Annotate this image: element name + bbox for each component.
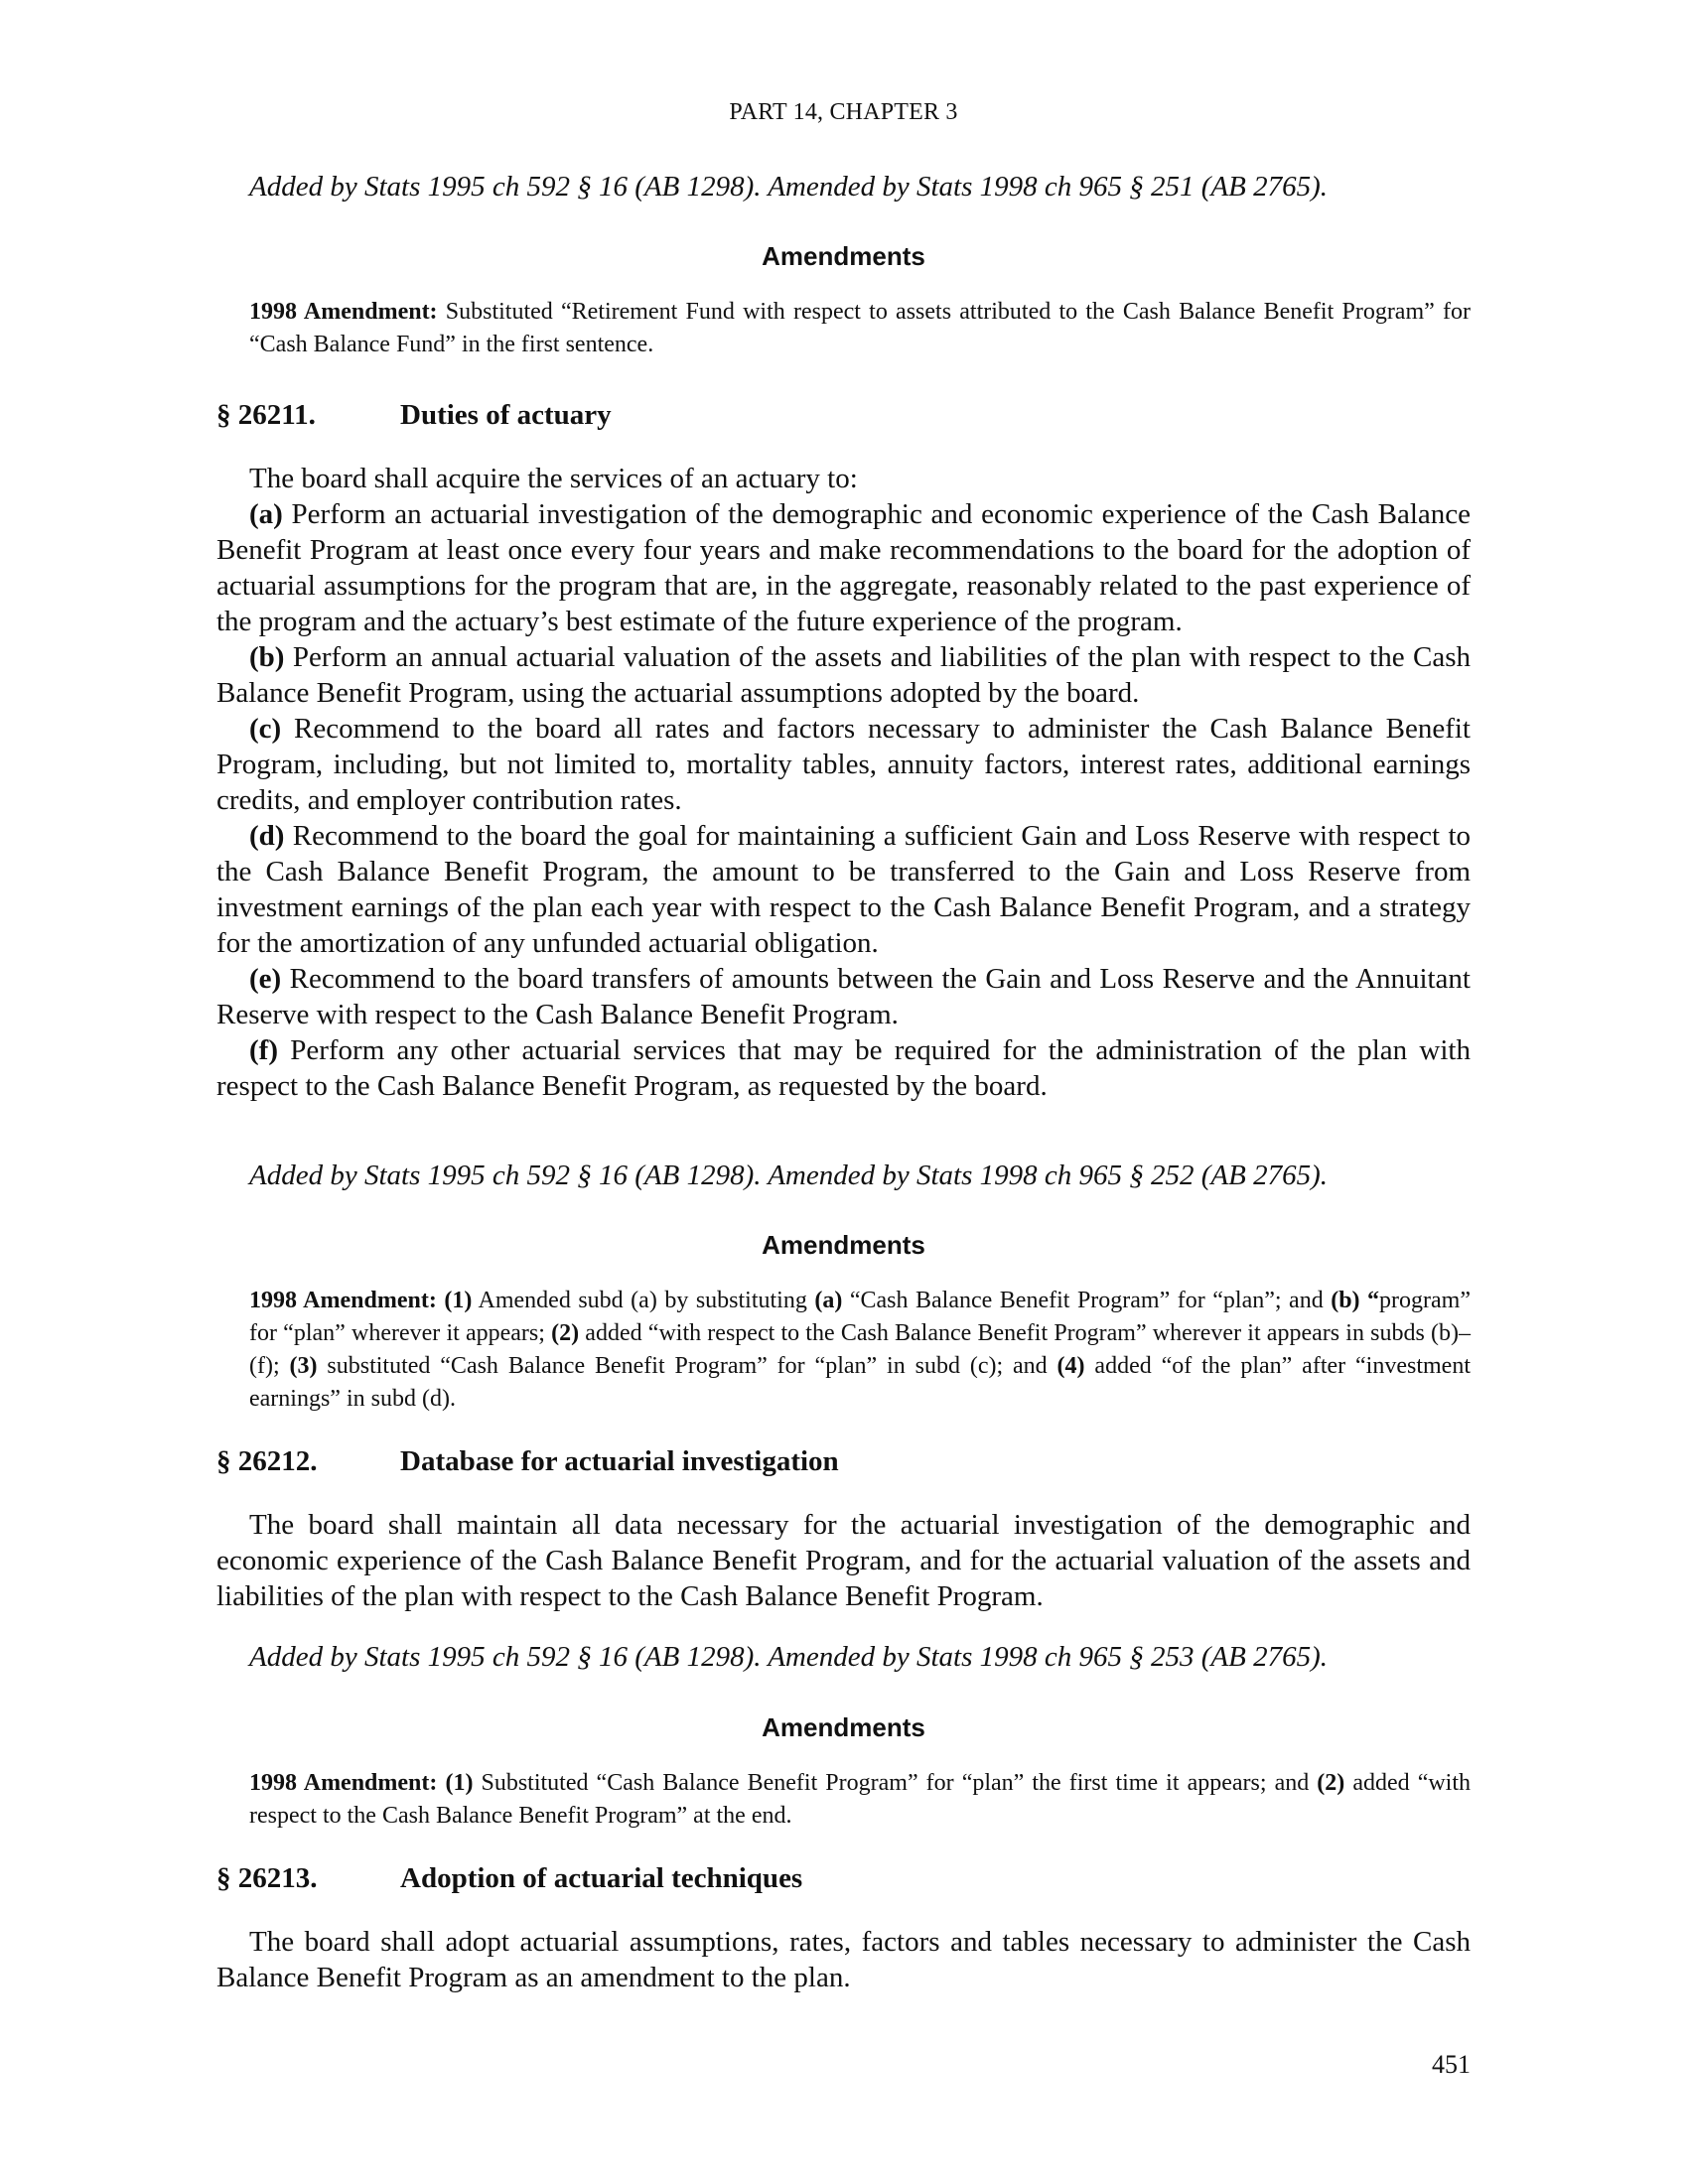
amendments-heading-1: Amendments	[762, 241, 925, 271]
page-number: 451	[1432, 2050, 1471, 2079]
subdivision-e: (e) Recommend to the board transfers of amounts between the Gain and Loss Reserve and the Annuitant Reserve with respect to the Cash Balance Benefit Program.	[216, 963, 1471, 1030]
subdivision-a: (a) Perform an actuarial investigation of the demographic and economic experience of the Cash Balance Benefit Program at least once every four years and make recommendations to the board for the adoption of actuarial assumptions for the program that are, in the aggregate, reasonably related to the past experience of the program and the actuary’s best estimate of the future experience of the program.	[216, 498, 1471, 637]
subdivision-f: (f) Perform any other actuarial services that may be required for the administration of the plan with respect to the Cash Balance Benefit Program, as requested by the board.	[216, 1034, 1471, 1102]
section-body-26212: The board shall maintain all data necessary for the actuarial investigation of the demographic and economic experience of the Cash Balance Benefit Program, and for the actuarial valuation of the assets and liabilities of the plan with respect to the Cash Balance Benefit Program.	[216, 1509, 1471, 1612]
subdivision-b: (b) Perform an annual actuarial valuation of the assets and liabilities of the plan with respect to the Cash Balance Benefit Program, using the actuarial assumptions adopted by the board.	[216, 641, 1471, 709]
amendment-lead: 1998 Amendment:	[249, 299, 438, 325]
amendments-heading-2: Amendments	[762, 1230, 925, 1260]
section-number: § 26213.	[216, 1862, 318, 1894]
section-number: § 26211.	[216, 399, 316, 431]
running-head: PART 14, CHAPTER 3	[729, 99, 958, 125]
history-citation-1: Added by Stats 1995 ch 592 § 16 (AB 1298). Amended by Stats 1998 ch 965 § 251 (AB 2765).	[249, 171, 1328, 203]
section-body-26211	[216, 461, 1471, 1104]
section-heading-26213	[216, 1862, 802, 1895]
section-number: § 26212.	[216, 1445, 318, 1477]
section-heading-26211	[216, 399, 612, 432]
amendment-note-3: 1998 Amendment: (1) Substituted “Cash Balance Benefit Program” for “plan” the first time it appears; and (2) added “with respect to the Cash Balance Benefit Program” at the end.	[249, 1770, 1472, 1829]
history-citation-3: Added by Stats 1995 ch 592 § 16 (AB 1298). Amended by Stats 1998 ch 965 § 253 (AB 2765).	[249, 1641, 1328, 1673]
amendments-heading-3: Amendments	[762, 1712, 925, 1742]
section-title: Database for actuarial investigation	[400, 1445, 839, 1477]
section-body-26213: The board shall adopt actuarial assumptions, rates, factors and tables necessary to administer the Cash Balance Benefit Program as an amendment to the plan.	[216, 1926, 1471, 1993]
amendment-note-2: 1998 Amendment: (1) Amended subd (a) by substituting (a) “Cash Balance Benefit Program” for “plan”; and (b) “program” for “plan” wherever it appears; (2) added “with respect to the Cash Balance Benefit Program” wherever it appears in subds (b)–(f); (3) substituted “Cash Balance Benefit Program” for “plan” in subd (c); and (4) added “of the plan” after “investment earnings” in subd (d).	[249, 1288, 1472, 1412]
subdivision-c: (c) Recommend to the board all rates and factors necessary to administer the Cash Balance Benefit Program, including, but not limited to, mortality tables, annuity factors, interest rates, additional earnings credits, and employer contribution rates.	[216, 713, 1471, 816]
amendment-note-1: 1998 Amendment: Substituted “Retirement Fund with respect to assets attributed to the Cash Balance Benefit Program” for “Cash Balance Fund” in the first sentence.	[249, 299, 1471, 357]
section-title: Duties of actuary	[400, 399, 612, 431]
document-page	[216, 0, 1471, 2184]
subdivision-d: (d) Recommend to the board the goal for maintaining a sufficient Gain and Loss Reserve with respect to the Cash Balance Benefit Program, the amount to be transferred to the Gain and Loss Reserve from investment earnings of the plan each year with respect to the Cash Balance Benefit Program, and a strategy for the amortization of any unfunded actuarial obligation.	[216, 820, 1471, 959]
section-title: Adoption of actuarial techniques	[400, 1862, 803, 1894]
section-heading-26212	[216, 1445, 839, 1478]
section-intro: The board shall acquire the services of an actuary to:	[249, 463, 858, 494]
history-citation-2: Added by Stats 1995 ch 592 § 16 (AB 1298). Amended by Stats 1998 ch 965 § 252 (AB 2765).	[249, 1160, 1328, 1191]
